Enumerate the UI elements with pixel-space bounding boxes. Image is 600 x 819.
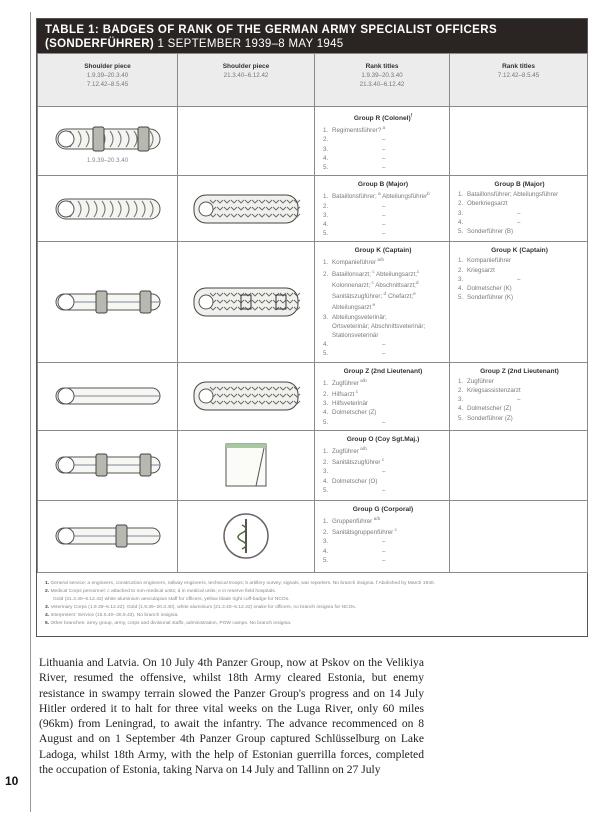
footnote-marker: c bbox=[370, 269, 375, 275]
footnote-number: 4. bbox=[45, 612, 51, 618]
table-header-row bbox=[38, 54, 588, 107]
rank-group bbox=[315, 501, 449, 568]
item-number: 2. bbox=[323, 136, 329, 144]
item-empty: – bbox=[382, 350, 386, 358]
item-empty: – bbox=[517, 218, 521, 226]
rank-group-title bbox=[323, 505, 443, 515]
rank-title-item bbox=[323, 163, 443, 172]
rank-title-item bbox=[458, 266, 581, 275]
item-number: 5. bbox=[323, 418, 329, 426]
item-title: Sonderführer (B) bbox=[467, 228, 514, 236]
column-header-date: 1.9.39–20.3.40 bbox=[86, 72, 129, 79]
shoulder-piece-cell bbox=[38, 362, 178, 430]
footnote-marker: e bbox=[371, 303, 376, 309]
rank-title-item bbox=[323, 220, 443, 229]
footnote-text: Veterinary Corps (1.9.39–6.12.42): Gold (1.9.39–20.3.40), white aluminium (21.3.40–6.12.42) snake for officers, no branch insignia for NCOs. bbox=[50, 604, 357, 610]
item-title: Kriegsassistenzarzt bbox=[467, 386, 521, 394]
rank-title-item bbox=[458, 404, 581, 413]
shoulder-piece-image bbox=[48, 189, 168, 229]
item-number: 1. bbox=[458, 377, 464, 385]
item-number: 4. bbox=[458, 284, 464, 292]
shoulder-piece-cell bbox=[178, 107, 315, 176]
item-title: Stationsveterinär bbox=[332, 332, 379, 340]
rank-title-item bbox=[323, 445, 443, 456]
margin-rule bbox=[30, 12, 31, 812]
rank-title-item bbox=[458, 190, 581, 199]
rank-title-item bbox=[323, 256, 443, 267]
item-number: 4. bbox=[323, 341, 329, 349]
item-empty: – bbox=[382, 220, 386, 228]
item-number: 4. bbox=[323, 477, 329, 485]
item-number: 2. bbox=[458, 200, 464, 208]
shoulder-piece-cell bbox=[38, 430, 178, 500]
rank-titles-cell bbox=[315, 362, 450, 430]
rank-title-item bbox=[323, 556, 443, 565]
rank-title-item bbox=[323, 515, 443, 526]
item-title: Kompanieführer bbox=[332, 259, 377, 267]
footnote-marker: c bbox=[380, 458, 385, 464]
rank-title-item bbox=[323, 477, 443, 486]
item-empty: – bbox=[382, 486, 386, 494]
item-number: 3. bbox=[458, 396, 464, 404]
item-number: 1. bbox=[458, 191, 464, 199]
shoulder-piece-image bbox=[186, 511, 306, 561]
rank-group-name: Group R (Colonel) bbox=[353, 115, 411, 123]
rank-title-item bbox=[323, 349, 443, 358]
item-number: 5. bbox=[323, 230, 329, 238]
table-row bbox=[38, 362, 588, 430]
rank-title-item bbox=[458, 395, 581, 404]
footnote-text: Other branches: army group, army, corps and divisional staffs, administration, POW camps. No branch insignia. bbox=[50, 620, 292, 626]
item-number: 2. bbox=[323, 529, 329, 537]
rank-title-item bbox=[323, 547, 443, 556]
table-row bbox=[38, 107, 588, 176]
rank-group bbox=[450, 363, 587, 426]
item-number: 3. bbox=[323, 400, 329, 408]
item-number: 4. bbox=[323, 409, 329, 417]
footnote-marker: f bbox=[410, 113, 413, 119]
item-number: 1. bbox=[458, 257, 464, 265]
rank-title-item bbox=[323, 202, 443, 211]
rank-titles-cell bbox=[315, 107, 450, 176]
table-row bbox=[38, 242, 588, 362]
rank-group-name: Group Z (2nd Lieutenant) bbox=[480, 367, 559, 375]
item-number: 5. bbox=[458, 294, 464, 302]
rank-title-item bbox=[458, 293, 581, 302]
footnote-text: Gold (21.3.40–6.12.42) white aluminium aesculapius staff for officers, yellow blade right cuff-badge for NCOs. bbox=[53, 596, 290, 602]
column-header-title: Rank titles bbox=[502, 63, 535, 70]
item-title: Dolmetscher (K) bbox=[467, 284, 512, 292]
footnote-number: 2. bbox=[45, 588, 51, 594]
item-title: Ortsveterinär; Abschnittsveterinär; bbox=[332, 322, 426, 330]
column-header bbox=[178, 54, 315, 107]
item-number: 1. bbox=[323, 517, 329, 525]
item-title: Sonderführer (Z) bbox=[467, 414, 513, 422]
body-paragraph-text: Lithuania and Latvia. On 10 July 4th Panzer Group, now at Pskov on the Velikiya River, resumed the offensive, whilst 18th Army cleared Estonia, but enemy resistance in swampy terrain slowed the Panzer Group's progress and on 14 July Hitler ordered it to halt for three vital weeks on the Luga River, only 60 miles (96km) from Leningrad, to await the infantry. The advance recommenced on 8 August and on 1 September 4th Panzer Group captured Schlüsselburg on Lake Ladoga, whilst 18th Army, with the help of Estonian guerrilla forces, completed the occupation of Estonia, taking Narva on 14 July and Tallinn on 27 July bbox=[39, 656, 424, 777]
footnote-marker: a/b bbox=[372, 516, 381, 522]
rank-title-item bbox=[323, 322, 443, 331]
item-title: Dolmetscher (O) bbox=[332, 477, 378, 485]
rank-title-item bbox=[458, 284, 581, 293]
item-title: Kolonnenarzt; bbox=[332, 281, 371, 289]
footnote bbox=[45, 588, 579, 596]
item-number: 3. bbox=[458, 209, 464, 217]
shoulder-piece-image bbox=[48, 376, 168, 416]
item-number: 4. bbox=[323, 220, 329, 228]
shoulder-piece-image bbox=[48, 282, 168, 322]
rank-group-title bbox=[323, 367, 443, 377]
item-empty: – bbox=[382, 538, 386, 546]
item-number: 1. bbox=[323, 193, 329, 201]
footnote-number: 1. bbox=[45, 580, 51, 586]
rank-titles-cell bbox=[450, 362, 588, 430]
item-title: Kompanieführer bbox=[467, 257, 512, 265]
footnote-marker: c bbox=[370, 280, 374, 286]
table-subtitle bbox=[45, 37, 579, 51]
column-header bbox=[38, 54, 178, 107]
rank-titles-cell bbox=[450, 430, 588, 500]
item-empty: – bbox=[382, 211, 386, 219]
item-title: Sanitätsgruppenführer bbox=[332, 529, 394, 537]
rank-title-item bbox=[323, 135, 443, 144]
rank-titles-cell bbox=[315, 242, 450, 362]
rank-title-item bbox=[458, 275, 581, 284]
rank-titles-cell bbox=[450, 107, 588, 176]
table-grid bbox=[37, 53, 588, 573]
item-number: 2. bbox=[323, 459, 329, 467]
rank-group-title bbox=[323, 111, 443, 124]
rank-group bbox=[315, 363, 449, 430]
rank-title-item bbox=[323, 290, 443, 301]
item-number: 5. bbox=[323, 350, 329, 358]
footnote-marker: d bbox=[415, 280, 419, 286]
item-title: Sanitätszugführer; bbox=[332, 293, 383, 301]
footnote-marker: a/b bbox=[358, 446, 367, 452]
footnote-marker: e bbox=[413, 292, 416, 298]
rank-title-item bbox=[458, 414, 581, 423]
item-number: 3. bbox=[323, 145, 329, 153]
rank-group-name: Group K (Captain) bbox=[491, 247, 548, 255]
column-header-title: Shoulder piece bbox=[222, 63, 270, 70]
table-footnotes bbox=[37, 573, 587, 636]
item-title: Abteilungsarzt; bbox=[374, 270, 417, 278]
item-title: Kriegsarzt bbox=[467, 266, 495, 274]
rank-titles-cell bbox=[315, 500, 450, 572]
shoulder-piece-image bbox=[186, 282, 306, 322]
table-row bbox=[38, 176, 588, 242]
item-title: Bataillonsführer; Abteilungsführer bbox=[467, 191, 559, 199]
shoulder-piece-cell bbox=[178, 176, 315, 242]
page-number: 10 bbox=[5, 774, 19, 788]
item-title: Zugführer bbox=[467, 377, 494, 385]
body-paragraph bbox=[39, 655, 424, 777]
item-number: 1. bbox=[323, 127, 329, 135]
rank-group-name: Group K (Captain) bbox=[354, 247, 412, 255]
item-empty: – bbox=[382, 136, 386, 144]
rank-group-name: Group B (Major) bbox=[357, 181, 409, 189]
item-number: 1. bbox=[323, 447, 329, 455]
column-header-date: 21.3.40–6.12.42 bbox=[223, 72, 269, 79]
rank-titles-cell bbox=[450, 500, 588, 572]
item-number: 2. bbox=[323, 391, 329, 399]
table-title: TABLE 1: BADGES OF RANK OF THE GERMAN ARMY SPECIALIST OFFICERS bbox=[45, 24, 498, 36]
footnote-marker: a/b bbox=[376, 258, 385, 264]
rank-title-item bbox=[323, 377, 443, 388]
shoulder-piece-cell bbox=[178, 242, 315, 362]
shoulder-piece-cell bbox=[178, 500, 315, 572]
rank-title-item bbox=[323, 279, 443, 290]
rank-group bbox=[450, 176, 587, 239]
rank-title-item bbox=[458, 218, 581, 227]
item-title: Bataillonsarzt; bbox=[332, 270, 371, 278]
item-number: 2. bbox=[458, 386, 464, 394]
item-number: 2. bbox=[323, 270, 329, 278]
item-number: 3. bbox=[323, 538, 329, 546]
footnote-marker: c bbox=[393, 528, 397, 534]
shoulder-piece-caption: 1.9.39–20.3.40 bbox=[86, 156, 129, 164]
rank-group-title bbox=[323, 435, 443, 445]
rank-titles-cell bbox=[315, 176, 450, 242]
item-empty: – bbox=[382, 230, 386, 238]
rank-title-item bbox=[323, 467, 443, 476]
rank-badges-table bbox=[36, 18, 588, 637]
column-header-title: Shoulder piece bbox=[84, 63, 131, 70]
rank-title-item bbox=[458, 209, 581, 218]
rank-title-item bbox=[458, 377, 581, 386]
shoulder-piece-cell bbox=[38, 176, 178, 242]
shoulder-piece-cell bbox=[178, 362, 315, 430]
item-empty: – bbox=[382, 556, 386, 564]
item-empty: – bbox=[382, 164, 386, 172]
footnote-marker: c bbox=[354, 389, 359, 395]
footnote bbox=[45, 596, 579, 604]
item-number: 4. bbox=[323, 547, 329, 555]
item-number: 2. bbox=[458, 266, 464, 274]
item-number: 5. bbox=[458, 228, 464, 236]
shoulder-piece-image bbox=[186, 189, 306, 229]
item-number: 5. bbox=[458, 414, 464, 422]
table-row bbox=[38, 430, 588, 500]
item-title: Regimentsführer? bbox=[332, 127, 382, 135]
shoulder-piece-cell bbox=[38, 107, 178, 176]
rank-group-title bbox=[323, 246, 443, 256]
rank-title-item bbox=[323, 388, 443, 399]
rank-group-title bbox=[458, 180, 581, 190]
shoulder-piece-image bbox=[48, 445, 168, 485]
rank-title-item bbox=[323, 456, 443, 467]
item-number: 3. bbox=[323, 313, 329, 321]
rank-title-item bbox=[323, 418, 443, 427]
footnote-number: 5. bbox=[45, 620, 51, 626]
item-number: 5. bbox=[323, 486, 329, 494]
rank-group bbox=[315, 107, 449, 175]
column-header-title: Rank titles bbox=[365, 63, 399, 70]
footnote-marker: a bbox=[381, 126, 386, 132]
shoulder-piece-image bbox=[48, 119, 168, 159]
table-title-bar bbox=[37, 19, 587, 53]
item-title: Zugführer bbox=[332, 379, 359, 387]
rank-group-name: Group G (Corporal) bbox=[352, 505, 414, 513]
footnote-marker: d bbox=[382, 292, 387, 298]
item-empty: – bbox=[517, 396, 521, 404]
item-number: 3. bbox=[458, 275, 464, 283]
item-empty: – bbox=[382, 468, 386, 476]
column-header-date: 7.12.42–8.5.45 bbox=[86, 81, 129, 88]
column-header-date: 7.12.42–8.5.45 bbox=[497, 72, 540, 79]
item-title: Sanitätszugführer bbox=[332, 459, 381, 467]
shoulder-piece-cell bbox=[38, 242, 178, 362]
footnote bbox=[45, 620, 579, 628]
item-title: Abteilungsführer bbox=[380, 193, 428, 201]
item-title: Zugführer bbox=[332, 447, 359, 455]
shoulder-piece-cell bbox=[178, 430, 315, 500]
rank-title-item bbox=[323, 154, 443, 163]
item-number: 1. bbox=[323, 379, 329, 387]
item-title: Hilfsarzt bbox=[332, 391, 355, 399]
rank-title-item bbox=[323, 486, 443, 495]
rank-titles-cell bbox=[450, 242, 588, 362]
footnote bbox=[45, 612, 579, 620]
table-row bbox=[38, 500, 588, 572]
shoulder-piece-cell bbox=[38, 500, 178, 572]
footnote-marker: a bbox=[376, 192, 381, 198]
item-title: Hilfsveterinär bbox=[332, 400, 369, 408]
rank-group bbox=[450, 242, 587, 305]
rank-title-item bbox=[323, 145, 443, 154]
shoulder-piece-image bbox=[186, 440, 306, 490]
item-title: Abteilungsarzt bbox=[332, 304, 372, 312]
table-subtitle-dates: 1 SEPTEMBER 1939–8 MAY 1945 bbox=[153, 38, 344, 50]
rank-title-item bbox=[458, 199, 581, 208]
rank-titles-cell bbox=[450, 176, 588, 242]
item-number: 5. bbox=[323, 556, 329, 564]
shoulder-piece-image bbox=[186, 376, 306, 416]
rank-group-name: Group B (Major) bbox=[494, 181, 545, 189]
rank-group-title bbox=[458, 367, 581, 377]
footnote-number: 3. bbox=[45, 604, 51, 610]
rank-titles-cell bbox=[315, 430, 450, 500]
footnote-text: Medical Corps personnel: c attached to non-medical units; d in medical units; e in reserve field hospitals. bbox=[50, 588, 277, 594]
column-header bbox=[450, 54, 588, 107]
rank-title-item bbox=[458, 386, 581, 395]
rank-title-item bbox=[323, 526, 443, 537]
item-number: 5. bbox=[323, 164, 329, 172]
column-header-date: 1.9.39–20.3.40 bbox=[361, 72, 403, 79]
rank-group-title bbox=[323, 180, 443, 190]
item-number: 3. bbox=[323, 468, 329, 476]
item-empty: – bbox=[382, 145, 386, 153]
item-empty: – bbox=[517, 275, 521, 283]
item-empty: – bbox=[382, 154, 386, 162]
item-number: 4. bbox=[458, 405, 464, 413]
item-title: Oberkriegsarzt bbox=[467, 200, 508, 208]
rank-group bbox=[315, 431, 449, 498]
item-number: 3. bbox=[323, 211, 329, 219]
item-number: 4. bbox=[458, 218, 464, 226]
rank-title-item bbox=[323, 124, 443, 135]
item-title: Chefarzt; bbox=[386, 293, 414, 301]
item-title: Dolmetscher (Z) bbox=[467, 405, 512, 413]
rank-title-item bbox=[323, 331, 443, 340]
footnote-marker: a/b bbox=[358, 378, 367, 384]
rank-title-item bbox=[323, 399, 443, 408]
item-title: Abteilungsveterinär; bbox=[332, 313, 387, 321]
rank-group-title bbox=[458, 246, 581, 256]
rank-title-item bbox=[323, 537, 443, 546]
footnote bbox=[45, 604, 579, 612]
column-header bbox=[315, 54, 450, 107]
rank-group-name: Group O (Coy Sgt.Maj.) bbox=[346, 435, 420, 443]
rank-group bbox=[315, 176, 449, 241]
item-number: 1. bbox=[323, 259, 329, 267]
rank-title-item bbox=[323, 211, 443, 220]
footnote-text: General service: a engineers, construction engineers, railway engineers, technical troops; b artillery survey, signals, war reporters. No branch insignia. f Abolished by March 1940. bbox=[50, 580, 435, 586]
rank-title-item bbox=[458, 256, 581, 265]
item-empty: – bbox=[517, 209, 521, 217]
item-number: 2. bbox=[323, 202, 329, 210]
item-title: Gruppenführer bbox=[332, 517, 373, 525]
rank-title-item bbox=[323, 190, 443, 201]
footnote bbox=[45, 580, 579, 588]
table-subtitle-bold: (SONDERFÜHRER) bbox=[45, 38, 154, 50]
rank-title-item bbox=[323, 229, 443, 238]
item-empty: – bbox=[382, 341, 386, 349]
rank-title-item bbox=[323, 268, 443, 279]
footnote-marker: c bbox=[416, 269, 420, 275]
shoulder-piece-image bbox=[48, 516, 168, 556]
item-number: 4. bbox=[323, 154, 329, 162]
rank-title-item bbox=[323, 340, 443, 349]
rank-group-name: Group Z (2nd Lieutenant) bbox=[343, 367, 423, 375]
rank-title-item bbox=[458, 227, 581, 236]
item-title: Sonderführer (K) bbox=[467, 294, 514, 302]
item-empty: – bbox=[382, 547, 386, 555]
item-title: Dolmetscher (Z) bbox=[332, 409, 377, 417]
footnote-text: Interpreters' Service (15.5.40–30.9.43). No branch insignia. bbox=[50, 612, 179, 618]
item-title: Bataillonsführer; bbox=[332, 193, 377, 201]
column-header-date: 21.3.40–6.12.42 bbox=[359, 81, 405, 88]
rank-title-item bbox=[323, 301, 443, 312]
rank-group bbox=[315, 242, 449, 361]
item-empty: – bbox=[382, 202, 386, 210]
item-title: Abschnittsarzt; bbox=[373, 281, 416, 289]
rank-title-item bbox=[323, 313, 443, 322]
footnote-marker: b bbox=[427, 192, 430, 198]
rank-title-item bbox=[323, 408, 443, 417]
item-empty: – bbox=[382, 418, 386, 426]
